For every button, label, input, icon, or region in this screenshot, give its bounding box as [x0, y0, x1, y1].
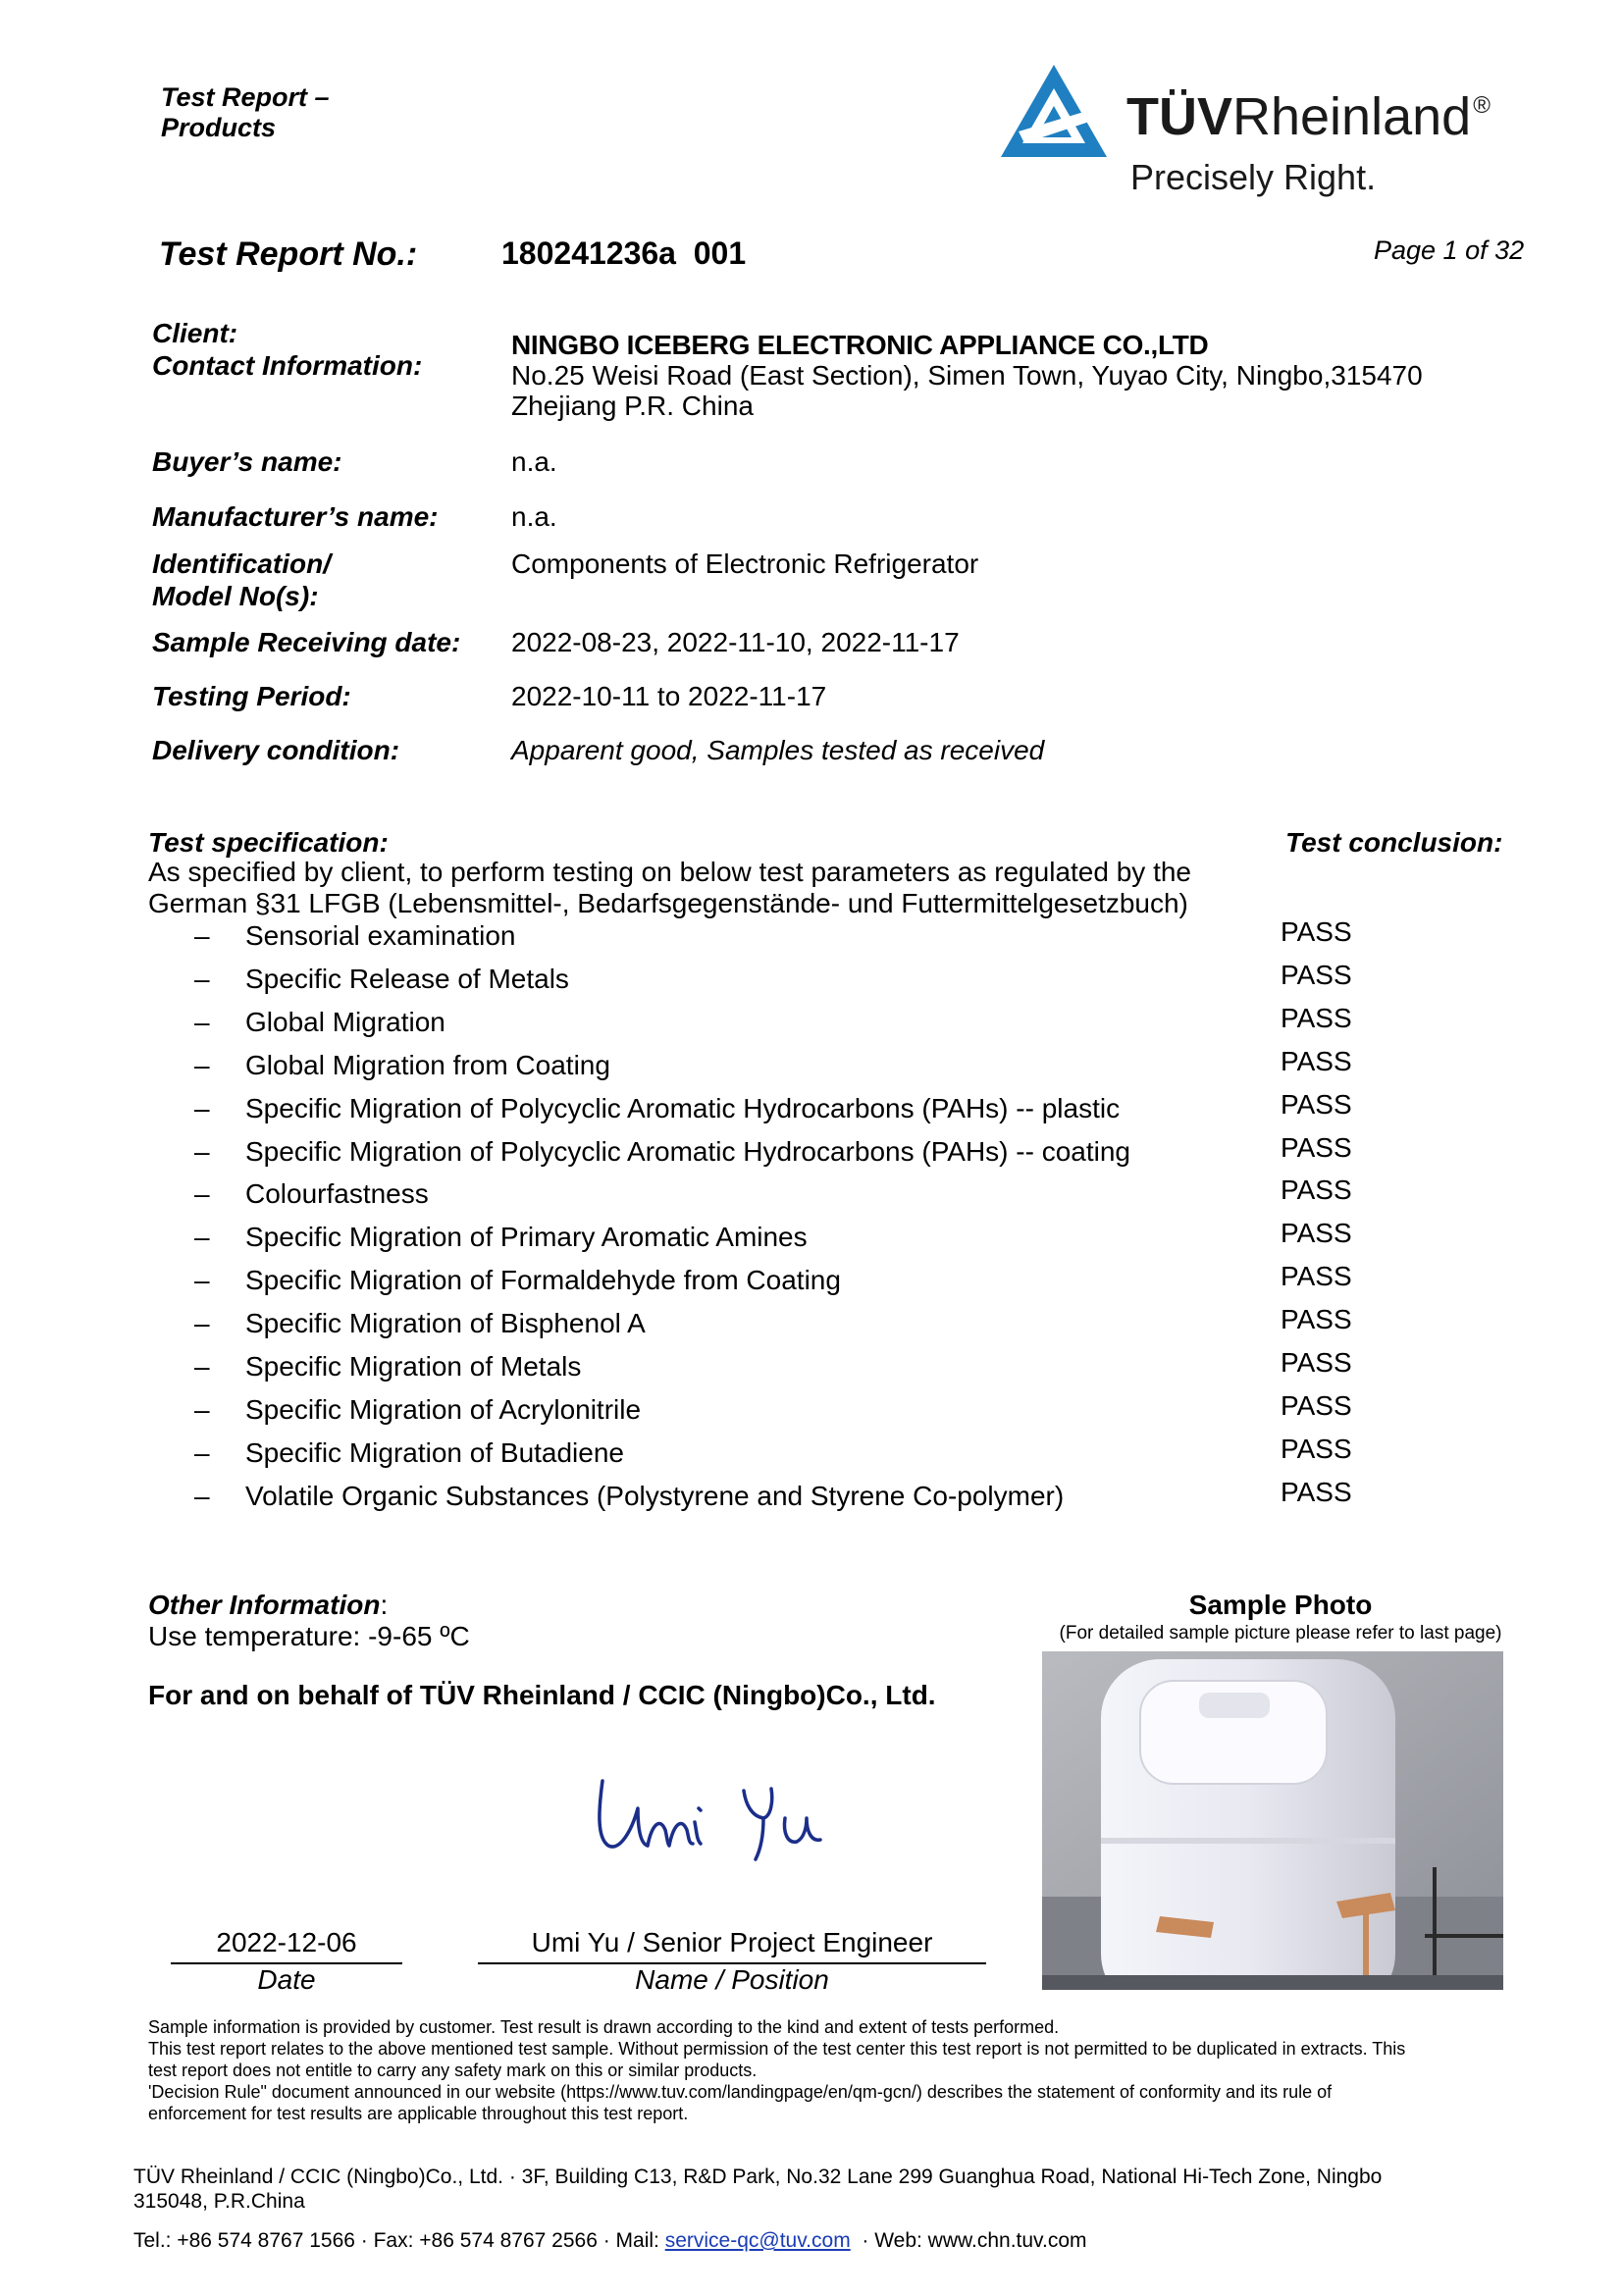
- buyer-label: Buyer’s name:: [152, 446, 342, 477]
- logo-tagline: Precisely Right.: [1130, 157, 1377, 197]
- footer-web: · Web: www.chn.tuv.com: [850, 2229, 1087, 2252]
- bullet-dash: –: [194, 1437, 210, 1468]
- test-item-result: PASS: [1281, 1174, 1352, 1205]
- test-item-result: PASS: [1281, 1390, 1352, 1421]
- test-item: [194, 1222, 808, 1253]
- test-item-result: PASS: [1281, 960, 1352, 990]
- footer-email-link[interactable]: service-qc@tuv.com: [664, 2229, 851, 2252]
- document-type-line2: Products: [161, 113, 277, 142]
- footer-address-line1: TÜV Rheinland / CCIC (Ningbo)Co., Ltd. · 3F, Building C13, R&D Park, No.32 Lane 299 Guanghua Road, National Hi-Tech Zone, Ningbo: [133, 2166, 1383, 2188]
- sample-photo-subtitle: (For detailed sample picture please refer to last page): [1059, 1623, 1502, 1644]
- disclaimer-line3: test report does not entitle to carry any safety mark on this or similar products.: [148, 2061, 758, 2080]
- bullet-dash: –: [194, 1136, 210, 1167]
- bullet-dash: –: [194, 1222, 210, 1252]
- test-item: [194, 1351, 581, 1383]
- test-item: [194, 1007, 445, 1038]
- sample-photo: [1042, 1651, 1503, 1990]
- test-item: [194, 1265, 841, 1296]
- client-address-line2: Zhejiang P.R. China: [511, 391, 754, 421]
- test-item-name: Specific Migration of Polycyclic Aromatic Hydrocarbons (PAHs) -- coating: [245, 1136, 1131, 1167]
- test-item-name: Volatile Organic Substances (Polystyrene and Styrene Co-polymer): [245, 1481, 1065, 1511]
- use-temperature: Use temperature: -9-65 ºC: [148, 1621, 470, 1651]
- disclaimer-line1: Sample information is provided by customer. Test result is drawn according to the kind and extent of tests performed.: [148, 2017, 1060, 2037]
- identification-label: [152, 548, 331, 612]
- logo-brand: TÜVRheinland®: [1126, 87, 1491, 146]
- test-item-name: Specific Migration of Butadiene: [245, 1437, 624, 1468]
- signature-graphic: [589, 1761, 873, 1879]
- manufacturer-value: n.a.: [511, 501, 557, 532]
- contact-info-label: Contact Information:: [152, 350, 423, 381]
- bullet-dash: –: [194, 1050, 210, 1080]
- test-item-result: PASS: [1281, 1304, 1352, 1334]
- test-item: [194, 1437, 624, 1469]
- test-item-result: PASS: [1281, 1046, 1352, 1076]
- report-number-value: 180241236a 001: [501, 235, 747, 271]
- test-item-result: PASS: [1281, 1477, 1352, 1507]
- test-specification-intro-line1: As specified by client, to perform testing on below test parameters as regulated by the: [148, 857, 1192, 887]
- test-item: [194, 964, 569, 995]
- delivery-condition-value: Apparent good, Samples tested as received: [511, 735, 1045, 765]
- sign-date-label: Date: [257, 1964, 316, 1995]
- test-item: [194, 1093, 1120, 1124]
- test-item-name: Colourfastness: [245, 1178, 429, 1209]
- test-conclusion-title: Test conclusion:: [1285, 827, 1503, 858]
- bullet-dash: –: [194, 920, 210, 951]
- test-specification-intro-line2: German §31 LFGB (Lebensmittel-, Bedarfsgegenstände- und Futtermittelgesetzbuch): [148, 888, 1188, 918]
- bullet-dash: –: [194, 1265, 210, 1295]
- other-information-colon: :: [380, 1590, 389, 1620]
- test-item-name: Global Migration: [245, 1007, 445, 1037]
- bullet-dash: –: [194, 1178, 210, 1209]
- footer-address: [133, 2165, 1527, 2214]
- test-item-name: Specific Migration of Bisphenol A: [245, 1308, 646, 1338]
- test-item-result: PASS: [1281, 1089, 1352, 1120]
- client-address-line1: No.25 Weisi Road (East Section), Simen Town, Yuyao City, Ningbo,315470: [511, 360, 1423, 391]
- sample-receiving-date-value: 2022-08-23, 2022-11-10, 2022-11-17: [511, 627, 960, 657]
- other-information-title: [148, 1590, 388, 1621]
- footer-phone-fax: Tel.: +86 574 8767 1566 · Fax: +86 574 8767 2566 · Mail:: [133, 2229, 665, 2252]
- test-item-name: Specific Migration of Acrylonitrile: [245, 1394, 642, 1425]
- test-item-result: PASS: [1281, 1347, 1352, 1378]
- test-item: [194, 1481, 1064, 1512]
- other-information-title-text: Other Information: [148, 1590, 381, 1620]
- test-specification-intro: [148, 857, 1191, 919]
- tuv-triangle-logo-icon: [999, 63, 1109, 161]
- page-indicator: Page 1 of 32: [1374, 235, 1525, 265]
- test-item: [194, 1178, 429, 1210]
- test-item-result: PASS: [1281, 1218, 1352, 1248]
- test-item-name: Specific Migration of Polycyclic Aromatic Hydrocarbons (PAHs) -- plastic: [245, 1093, 1121, 1123]
- sample-receiving-date-label: Sample Receiving date:: [152, 627, 461, 657]
- identification-label-line2: Model No(s):: [152, 581, 319, 611]
- disclaimer-line2: This test report relates to the above mentioned test sample. Without permission of the test center this test report is not permitted to be duplicated in extracts. This: [148, 2039, 1406, 2059]
- testing-period-label: Testing Period:: [152, 681, 351, 711]
- test-item-name: Specific Migration of Formaldehyde from Coating: [245, 1265, 841, 1295]
- test-item-name: Sensorial examination: [245, 920, 516, 951]
- test-item-name: Specific Migration of Metals: [245, 1351, 582, 1382]
- bullet-dash: –: [194, 1093, 210, 1123]
- disclaimer: [148, 2016, 1542, 2124]
- document-type: [161, 82, 330, 143]
- bullet-dash: –: [194, 1351, 210, 1382]
- footer-contact: [133, 2229, 1087, 2253]
- test-item-name: Specific Migration of Primary Aromatic Amines: [245, 1222, 808, 1252]
- signer-name-value: Umi Yu / Senior Project Engineer: [531, 1927, 933, 1957]
- document-type-line1: Test Report –: [161, 82, 330, 112]
- identification-label-line1: Identification/: [152, 548, 331, 579]
- sample-photo-title: Sample Photo: [1188, 1590, 1373, 1620]
- test-item-name: Global Migration from Coating: [245, 1050, 610, 1080]
- test-specification-title: Test specification:: [148, 827, 389, 858]
- signer-name-label: Name / Position: [635, 1964, 829, 1995]
- bullet-dash: –: [194, 964, 210, 994]
- bullet-dash: –: [194, 1308, 210, 1338]
- footer-address-line2: 315048, P.R.China: [133, 2190, 305, 2213]
- test-item: [194, 1050, 610, 1081]
- report-number-label: Test Report No.:: [159, 235, 418, 273]
- testing-period-value: 2022-10-11 to 2022-11-17: [511, 681, 827, 711]
- bullet-dash: –: [194, 1007, 210, 1037]
- test-item-result: PASS: [1281, 1261, 1352, 1291]
- test-item-name: Specific Release of Metals: [245, 964, 569, 994]
- test-item: [194, 1394, 641, 1426]
- identification-value: Components of Electronic Refrigerator: [511, 548, 979, 579]
- client-labels: [152, 317, 422, 382]
- test-item-result: PASS: [1281, 1132, 1352, 1163]
- disclaimer-line5: enforcement for test results are applicable throughout this test report.: [148, 2104, 689, 2123]
- bullet-dash: –: [194, 1394, 210, 1425]
- client-details: [511, 330, 1423, 421]
- buyer-value: n.a.: [511, 446, 557, 477]
- test-item: [194, 1308, 646, 1339]
- test-item: [194, 1136, 1130, 1168]
- tuv-logo: [999, 59, 1529, 206]
- test-item-result: PASS: [1281, 916, 1352, 947]
- delivery-condition-label: Delivery condition:: [152, 735, 400, 765]
- on-behalf-statement: For and on behalf of TÜV Rheinland / CCIC (Ningbo)Co., Ltd.: [148, 1680, 936, 1710]
- client-name: NINGBO ICEBERG ELECTRONIC APPLIANCE CO.,LTD: [511, 330, 1209, 360]
- client-label: Client:: [152, 318, 238, 348]
- test-item-result: PASS: [1281, 1434, 1352, 1464]
- disclaimer-line4: 'Decision Rule" document announced in our website (https://www.tuv.com/landingpage/en/qm-gcn/) describes the statement of conformity and its rule of: [148, 2082, 1333, 2102]
- bullet-dash: –: [194, 1481, 210, 1511]
- test-item: [194, 920, 516, 952]
- manufacturer-label: Manufacturer’s name:: [152, 501, 439, 532]
- sign-date-value: 2022-12-06: [216, 1927, 357, 1957]
- test-item-result: PASS: [1281, 1003, 1352, 1033]
